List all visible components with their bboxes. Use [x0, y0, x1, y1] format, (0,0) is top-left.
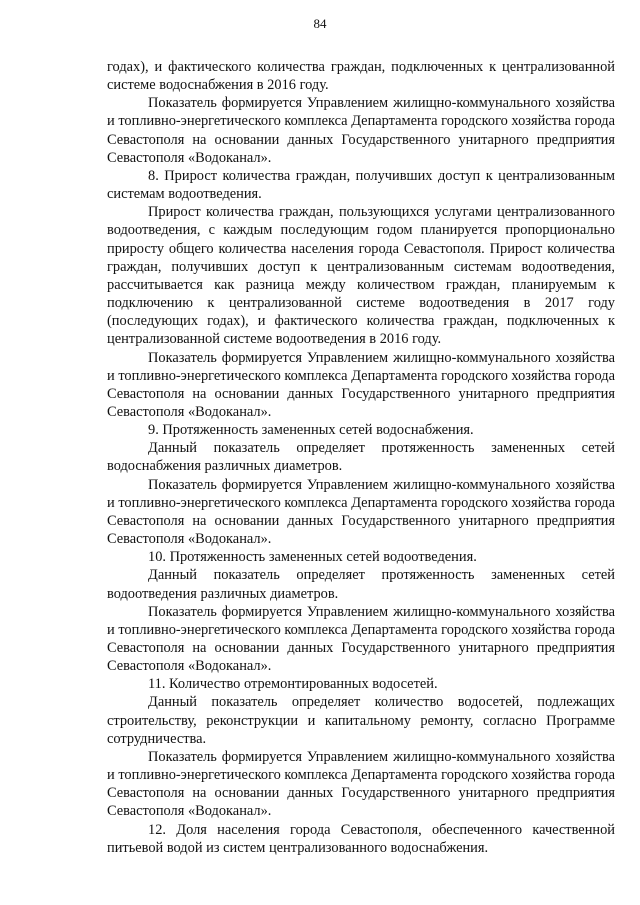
section-heading-11: 11. Количество отремонтированных водосетей. [148, 676, 438, 693]
section-heading-12: 12. Доля населения города Севастополя, обеспеченного качественной питьевой водой из систем централизованного водоснабжения. [107, 821, 615, 856]
page-number: 84 [313, 16, 327, 31]
page-body [107, 58, 615, 857]
paragraph: Прирост количества граждан, пользующихся услугами централизованного водоотведения, с каждым последующим годом планируется пропорционально приросту общего количества населения города Севастополя. Прирост количества граждан, получивших доступ к централизованным системам водоотведения, рассчитывается как разница между количеством граждан, планируемым к подключению к централизованной системе водоотведения в 2017 году (последующих годах), и фактического количества граждан, подключенных к централизованной системе водоотведения в 2016 году. [107, 204, 615, 348]
paragraph: Показатель формируется Управлением жилищно-коммунального хозяйства и топливно-энергетического комплекса Департамента городского хозяйства города Севастополя на основании данных Государственного унитарного предприятия Севастополя «Водоканал». [107, 748, 615, 820]
paragraph: Показатель формируется Управлением жилищно-коммунального хозяйства и топливно-энергетического комплекса Департамента городского хозяйства города Севастополя на основании данных Государственного унитарного предприятия Севастополя «Водоканал». [107, 603, 615, 675]
paragraph: Показатель формируется Управлением жилищно-коммунального хозяйства и топливно-энергетического комплекса Департамента городского хозяйства города Севастополя на основании данных Государственного унитарного предприятия Севастополя «Водоканал». [107, 349, 615, 420]
section-heading-8: 8. Прирост количества граждан, получивших доступ к централизованным системам водоотведения. [107, 167, 615, 203]
paragraph: Данный показатель определяет количество водосетей, подлежащих строительству, реконструкции и капитальному ремонту, согласно Программе сотрудничества. [107, 694, 615, 747]
paragraph: Данный показатель определяет протяженность замененных сетей водоснабжения различных диаметров. [107, 440, 615, 475]
paragraph: Показатель формируется Управлением жилищно-коммунального хозяйства и топливно-энергетического комплекса Департамента городского хозяйства города Севастополя на основании данных Государственного унитарного предприятия Севастополя «Водоканал». [107, 476, 615, 548]
paragraph: Показатель формируется Управлением жилищно-коммунального хозяйства и топливно-энергетического комплекса Департамента городского хозяйства города Севастополя на основании данных Государственного унитарного предприятия Севастополя «Водоканал». [107, 95, 615, 166]
section-heading-9: 9. Протяженность замененных сетей водоснабжения. [148, 422, 474, 439]
paragraph: Данный показатель определяет протяженность замененных сетей водоотведения различных диаметров. [107, 567, 615, 602]
section-heading-10: 10. Протяженность замененных сетей водоотведения. [148, 549, 477, 566]
paragraph-continuation: годах), и фактического количества граждан, подключенных к централизованной системе водоснабжения в 2016 году. [107, 59, 615, 94]
